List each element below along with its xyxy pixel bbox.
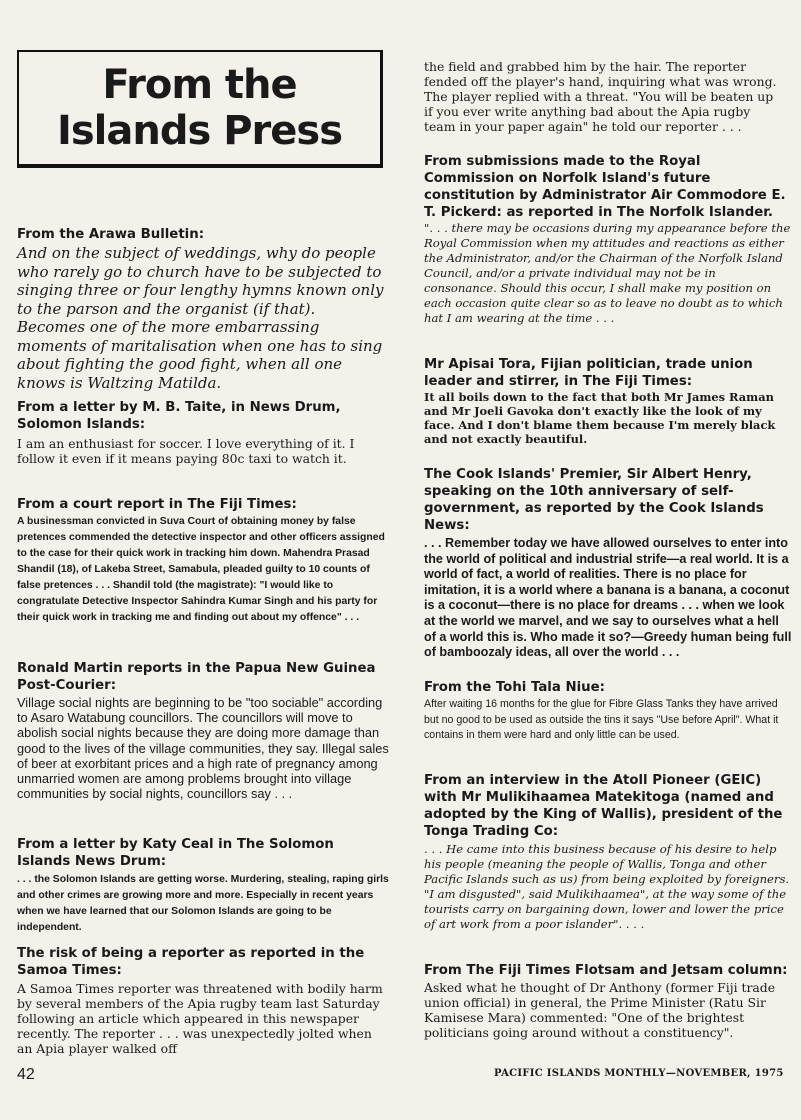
article-body: the field and grabbed him by the hair. The reporter fended off the player's hand, inquiring what was wrong. The player replied with a threat. "You will be beaten up if you ever write anything bad about the Apia rugby team in your paper again" he told our reporter . . .	[424, 59, 777, 135]
article-heading: Ronald Martin reports in the Papua New Guinea Post-Courier:	[17, 661, 376, 693]
article-samoa-cont	[424, 47, 784, 147]
article-taite	[17, 399, 389, 466]
article-heading: The risk of being a reporter as reported in the Samoa Times:	[17, 946, 365, 978]
article-tora	[424, 356, 792, 446]
article-body: Village social nights are beginning to be "too sociable" according to Asaro Watabung councillors. The councillors will move to abolish social nights because they are doing more damage than good to the lives of the village communities, they say. Illegal sales of beer at exorbitant prices and a high rate of pregnancy among unmarried women are among problems brought into village communities by social nights, councillors say . . .	[17, 695, 389, 802]
article-body: And on the subject of weddings, why do people who rarely go to church have to be subjected to singing three or four lengthy hymns known only to the parson and the organist (if that). Becomes one of the more embarrassing moments of maritalisation when one has to sing about fighting the good fight, when all one knows is Waltzing Matilda.	[17, 244, 384, 392]
article-court	[17, 496, 389, 626]
article-heading: Mr Apisai Tora, Fijian politician, trade union leader and stirrer, in The Fiji Times:	[424, 357, 753, 389]
article-atoll	[424, 772, 792, 932]
article-heading: From submissions made to the Royal Commission on Norfolk Island's future constitution by Administrator Air Commodore E. T. Pickerd: as reported in The Norfolk Islander.	[424, 154, 786, 220]
article-heading: From a letter by M. B. Taite, in News Drum, Solomon Islands:	[17, 400, 341, 432]
article-flotsam	[424, 962, 792, 1040]
article-body: . . . Remember today we have allowed ourselves to enter into the world of political and industrial strife—a real world. It is a world of fact, a world of realities. There is no place for imitation, it is a world where a banana is a banana, a coconut is a coconut—there is no place for dreams . . . when we look at the world we marvel, and we say to ourselves what a hell of a world this is. Who made it so?—Greedy human being full of bamboozaly ideas, all over the world . . .	[424, 536, 792, 660]
article-postcourier	[17, 660, 389, 801]
article-heading: From The Fiji Times Flotsam and Jetsam column:	[424, 963, 788, 978]
article-body: I am an enthusiast for soccer. I love everything of it. I follow it even if it means paying 80c taxi to watch it.	[17, 436, 355, 466]
article-body: ". . . there may be occasions during my appearance before the Royal Commission when my attitudes and reactions as either the Administrator, and/or the Chairman of the Norfolk Island Council, and/or a private individual may not be in consonance. Should this occur, I shall make my position on each occasion quite clear so as to leave no doubt as to which hat I am wearing at the time . . .	[424, 221, 791, 325]
article-body: . . . the Solomon Islands are getting worse. Murdering, stealing, raping girls and other crimes are growing more and more. Especially in recent years when we have learned that our Solomon Islands are going to be independent.	[17, 874, 389, 933]
article-body: It all boils down to the fact that both Mr James Raman and Mr Joeli Gavoka don't exactly like the look of my face. And I don't blame them because I'm merely black and not exactly beautiful.	[424, 390, 776, 446]
article-body: A businessman convicted in Suva Court of obtaining money by false pretences commended the detective inspector and other officers assigned to the case for their quick work in tracking him down. Mahendra Prasad Shandil (18), of Lakeba Street, Samabula, pleaded guilty to 10 counts of false pretences . . . Shandil told (the magistrate): "I would like to congratulate Detective Inspector Sahindra Kumar Singh and his party for their quick work in tracking me and finding out about my offence" . . .	[17, 516, 385, 623]
article-body: . . . He came into this business because of his desire to help his people (meaning the people of Wallis, Tonga and other Pacific Islands such as us) from being exploited by foreigners. "I am disgusted", said Mulikihaamea", at the way some of the tourists carry on bargaining down, lower and lower the price of art work from a poor islander". . . .	[424, 842, 790, 931]
section-title-line2: Islands Press	[56, 108, 343, 154]
article-heading: From the Arawa Bulletin:	[17, 227, 205, 242]
article-norfolk	[424, 153, 792, 326]
article-ceal	[17, 836, 389, 936]
article-cook	[424, 466, 792, 661]
article-body: After waiting 16 months for the glue for Fibre Glass Tanks they have arrived but no good to be used as outside the tins it says "Use before April". What it contains in them were hard and only little can be used.	[424, 698, 779, 742]
article-heading: From a letter by Katy Ceal in The Solomon Islands News Drum:	[17, 837, 334, 869]
article-heading: From an interview in the Atoll Pioneer (GEIC) with Mr Mulikihaamea Matekitoga (named and adopted by the King of Wallis), president of the Tonga Trading Co:	[424, 773, 783, 839]
page-number: 42	[17, 1066, 35, 1083]
article-niue	[424, 679, 792, 744]
section-title-box	[17, 50, 383, 168]
article-heading: From the Tohi Tala Niue:	[424, 680, 605, 695]
article-body: A Samoa Times reporter was threatened with bodily harm by several members of the Apia rugby team last Saturday following an article which appeared in this newspaper recently. The reporter . . . was unexpectedly jolted when an Apia player walked off	[17, 981, 383, 1056]
running-footer: PACIFIC ISLANDS MONTHLY—NOVEMBER, 1975	[494, 1068, 784, 1079]
article-body: Asked what he thought of Dr Anthony (former Fiji trade union official) in general, the Prime Minister (Ratu Sir Kamisese Mara) commented: "One of the brightest politicians going around without a constituency".	[424, 980, 776, 1040]
article-samoa	[17, 945, 389, 1056]
article-heading: From a court report in The Fiji Times:	[17, 497, 297, 512]
article-heading: The Cook Islands' Premier, Sir Albert Henry, speaking on the 10th anniversary of self-government, as reported by the Cook Islands News:	[424, 467, 764, 533]
article-arawa	[17, 226, 385, 392]
section-title-line1: From the	[102, 62, 297, 108]
